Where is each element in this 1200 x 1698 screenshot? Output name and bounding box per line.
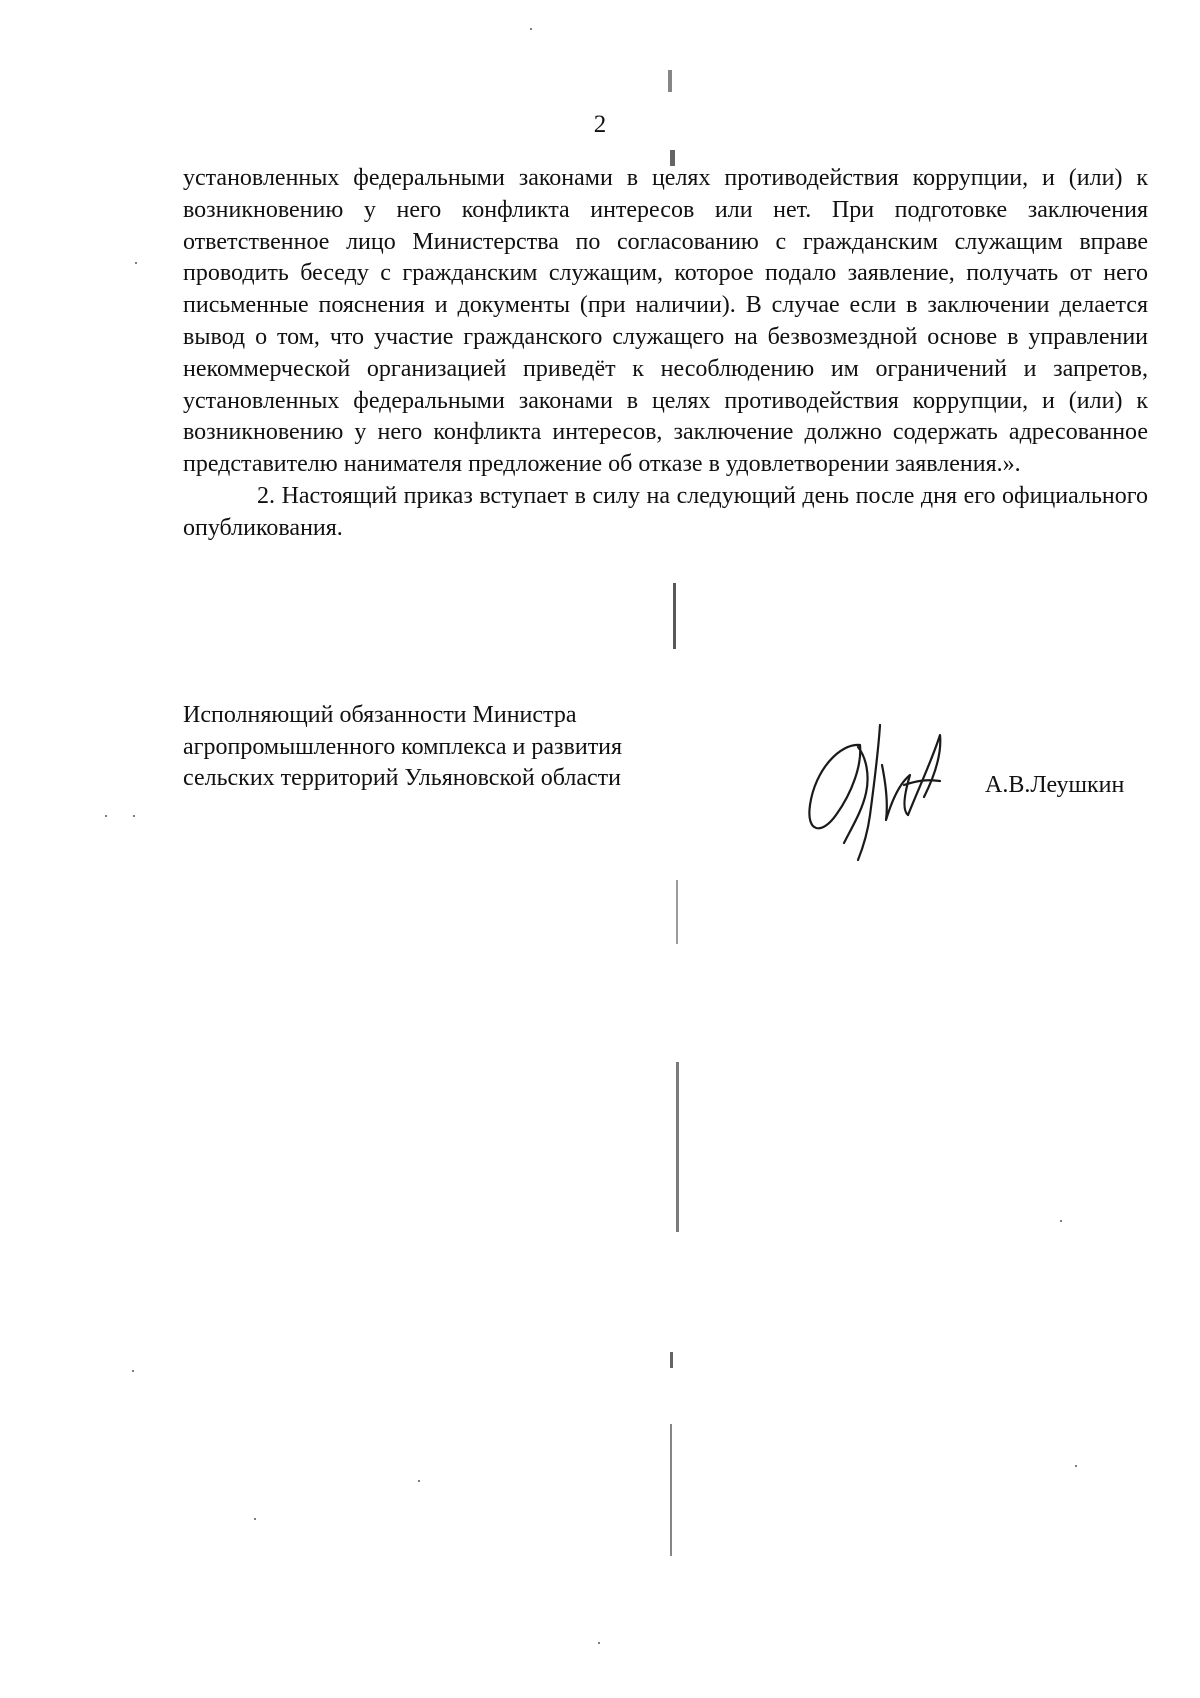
signer-name: А.В.Леушкин [985, 772, 1125, 798]
scan-artifact [668, 70, 672, 92]
scan-artifact [676, 1062, 679, 1232]
scan-speck [254, 1518, 256, 1520]
scan-speck [598, 1642, 600, 1644]
scan-speck [135, 262, 137, 264]
scan-artifact [676, 880, 678, 944]
scan-artifact [670, 1352, 673, 1368]
position-line: агропромышленного комплекса и развития [183, 733, 623, 760]
scan-speck [530, 28, 532, 30]
scan-artifact [670, 1424, 672, 1556]
position-line: Исполняющий обязанности Министра [183, 702, 577, 728]
scan-artifact [673, 583, 676, 649]
scan-speck [133, 815, 135, 817]
paragraph-continued: установленных федеральными законами в целях противодействия коррупции, и (или) к возникновению у него конфликта интересов или нет. При подготовке заключения ответственное лицо Министерства по согласованию с гражданским служащим вправе проводить беседу с гражданским служащим, которое подало заявление, получать от него письменные пояснения и документы (при наличии). В случае если в заключении делается вывод о том, что участие гражданского служащего на безвозмездной основе в управлении некоммерческой организацией приведёт к несоблюдению им ограничений и запретов, установленных федеральными законами в целях противодействия коррупции, и (или) к возникновению у него конфликта интересов, заключение должно содержать адресованное представителю нанимателя предложение об отказе в удовлетворении заявления.». [183, 165, 1148, 478]
position-line: сельских территорий Ульяновской области [183, 765, 621, 791]
scan-speck [1075, 1465, 1077, 1467]
paragraph-effective-date: 2. Настоящий приказ вступает в силу на следующий день после дня его официального опубликования. [183, 482, 1148, 541]
scan-speck [132, 1370, 134, 1372]
page-number: 2 [593, 111, 607, 138]
body-text [183, 163, 1148, 545]
scan-speck [1060, 1220, 1062, 1222]
scan-speck [418, 1480, 420, 1482]
signatory-position [183, 700, 743, 795]
scan-speck [105, 815, 107, 817]
handwritten-signature [800, 715, 960, 865]
